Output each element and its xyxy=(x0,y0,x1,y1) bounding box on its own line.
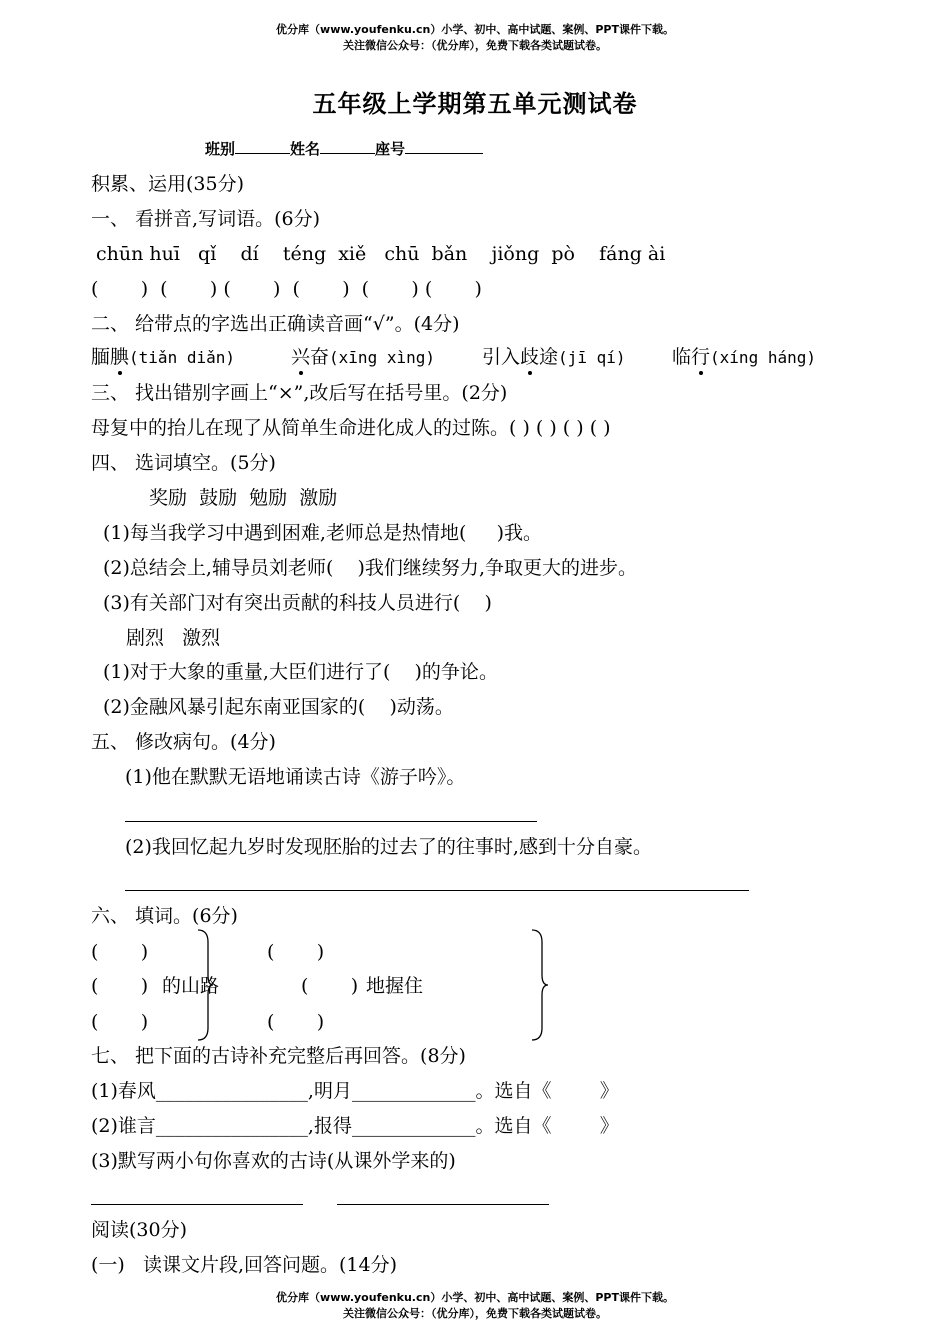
pinyin-options: (xīng xìng) xyxy=(329,348,435,367)
reading-choice-item[interactable] xyxy=(91,345,235,370)
faulty-sentence: (1)他在默默无语地诵读古诗《游子吟》。 xyxy=(125,766,466,788)
question-title: 一、 看拼音,写词语。(6分) xyxy=(91,208,320,230)
word-bank: 剧烈 激烈 xyxy=(126,627,221,649)
poem-line[interactable]: (1)春风________________,明月_____________。选自《 》 xyxy=(91,1080,619,1102)
word-bank: 奖励 鼓励 勉励 激励 xyxy=(149,487,338,509)
pinyin-options: (xíng háng) xyxy=(710,348,816,367)
pinyin-options: (jī qí) xyxy=(558,348,626,367)
poem-prompt: (3)默写两小句你喜欢的古诗(从课外学来的) xyxy=(91,1150,456,1172)
dotted-char: 兴 xyxy=(291,346,311,368)
pinyin-options: (tiǎn diǎn) xyxy=(129,348,235,367)
blank-paren[interactable]: ( ) xyxy=(267,1011,325,1033)
fill-sentence: (1)对于大象的重量,大臣们进行了( )的争论。 xyxy=(103,661,498,683)
word-part: 途 xyxy=(539,346,559,368)
question-title: (一) 读课文片段,回答问题。(14分) xyxy=(91,1254,397,1276)
right-brace-icon xyxy=(530,928,550,1042)
reading-choice-item[interactable] xyxy=(672,345,816,370)
dotted-char: 腆 xyxy=(110,346,130,368)
word-part: 奋 xyxy=(310,346,330,368)
blank-paren[interactable]: ( ) xyxy=(91,941,149,963)
fill-sentence: (2)总结会上,辅导员刘老师( )我们继续努力,争取更大的进步。 xyxy=(103,557,637,579)
name-label: 姓名 xyxy=(290,140,321,158)
student-info xyxy=(205,138,483,159)
faulty-sentence: (2)我回忆起九岁时发现胚胎的过去了的往事时,感到十分自豪。 xyxy=(125,836,652,858)
blank-paren[interactable]: ( ) xyxy=(267,941,325,963)
word-part: 引入 xyxy=(482,346,521,368)
blank-paren[interactable]: ( ) xyxy=(301,975,359,997)
class-label: 班别 xyxy=(205,140,236,158)
dotted-char: 歧 xyxy=(520,346,540,368)
section-heading: 积累、运用(35分) xyxy=(91,173,245,195)
reading-choice-item[interactable] xyxy=(482,345,625,370)
footer-line-2: 关注微信公众号：（优分库），免费下载各类试题试卷。 xyxy=(343,1307,607,1320)
answer-blanks[interactable]: ( ) ( ) ( ) ( ) ( ) ( ) xyxy=(91,278,482,300)
right-brace-icon xyxy=(196,928,214,1042)
word-part: 腼 xyxy=(91,346,111,368)
header-line-2: 关注微信公众号：（优分库），免费下载各类试题试卷。 xyxy=(343,39,607,52)
fill-sentence: (2)金融风暴引起东南亚国家的( )动荡。 xyxy=(103,696,454,718)
answer-line[interactable] xyxy=(91,1204,303,1205)
page-title: 五年级上学期第五单元测试卷 xyxy=(312,90,638,118)
blank-paren[interactable]: ( ) xyxy=(91,975,149,997)
question-title: 二、 给带点的字选出正确读音画“√”。(4分) xyxy=(91,313,460,335)
footer-line-1: 优分库（www.youfenku.cn）小学、初中、高中试题、案例、PPT课件下载。 xyxy=(276,1291,674,1304)
reading-choice-item[interactable] xyxy=(291,345,435,370)
pinyin-row: chūn huī qǐ dí téng xiě chū bǎn jiǒng pò fáng ài xyxy=(96,243,666,265)
question-title: 五、 修改病句。(4分) xyxy=(91,731,276,753)
answer-line[interactable] xyxy=(337,1204,549,1205)
question-text: 母复中的抬儿在现了从简单生命进化成人的过陈。( ) ( ) ( ) ( ) xyxy=(91,417,611,439)
class-field[interactable] xyxy=(235,139,290,154)
poem-line[interactable]: (2)谁言________________,报得_____________。选自《 》 xyxy=(91,1115,619,1137)
name-field[interactable] xyxy=(320,139,375,154)
section-heading: 阅读(30分) xyxy=(91,1219,188,1241)
seat-field[interactable] xyxy=(405,139,483,154)
header-line-1: 优分库（www.youfenku.cn）小学、初中、高中试题、案例、PPT课件下载。 xyxy=(276,23,674,36)
dotted-char: 行 xyxy=(691,346,711,368)
question-title: 七、 把下面的古诗补充完整后再回答。(8分) xyxy=(91,1045,466,1067)
question-title: 六、 填词。(6分) xyxy=(91,905,238,927)
blank-paren[interactable]: ( ) xyxy=(91,1011,149,1033)
answer-line[interactable] xyxy=(125,890,749,891)
fill-sentence: (3)有关部门对有突出贡献的科技人员进行( ) xyxy=(103,592,492,614)
question-title: 四、 选词填空。(5分) xyxy=(91,452,276,474)
answer-line[interactable] xyxy=(125,821,537,822)
phrase-text: 的山路 xyxy=(162,975,220,997)
seat-label: 座号 xyxy=(375,140,406,158)
phrase-text: 地握住 xyxy=(366,975,424,997)
question-title: 三、 找出错别字画上“×”,改后写在括号里。(2分) xyxy=(91,382,508,404)
word-part: 临 xyxy=(672,346,692,368)
fill-sentence: (1)每当我学习中遇到困难,老师总是热情地( )我。 xyxy=(103,522,542,544)
